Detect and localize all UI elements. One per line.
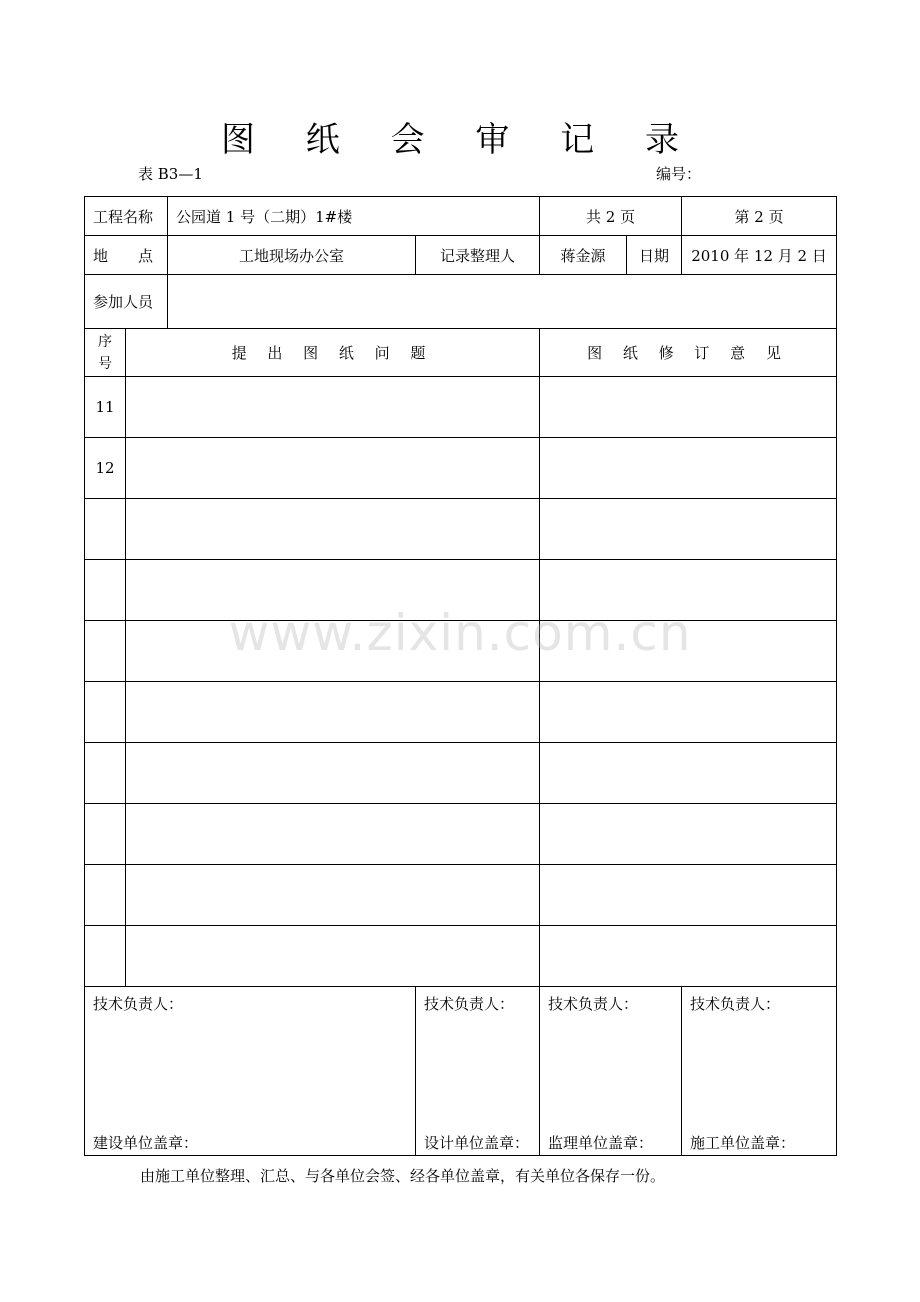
- header-row-attendees: [85, 275, 837, 329]
- table-row: [85, 804, 837, 865]
- page-number: 第 2 页: [682, 197, 837, 236]
- row-issue: [126, 621, 540, 682]
- table-row: [85, 743, 837, 804]
- header-row-location: [85, 236, 837, 275]
- row-issue: [126, 438, 540, 499]
- row-issue: [126, 499, 540, 560]
- tech-lead-label: 技术负责人：: [93, 995, 184, 1013]
- signature-block-owner: [85, 987, 416, 1156]
- row-seq: 12: [85, 438, 126, 499]
- row-issue: [126, 682, 540, 743]
- location-value: 工地现场办公室: [168, 236, 416, 275]
- table-row: [85, 621, 837, 682]
- row-revision: [540, 560, 837, 621]
- row-issue: [126, 743, 540, 804]
- footer-note: 由施工单位整理、汇总、与各单位会签、经各单位盖章，有关单位各保存一份。: [140, 1167, 666, 1185]
- table-row: [85, 926, 837, 987]
- stamp-label: 监理单位盖章：: [548, 1134, 654, 1152]
- tech-lead-label: 技术负责人：: [548, 995, 639, 1013]
- recorder-label: 记录整理人: [416, 236, 540, 275]
- project-label: 工程名称: [85, 197, 168, 236]
- issues-column-header: 提 出 图 纸 问 题: [126, 329, 540, 377]
- table-row: [85, 377, 837, 438]
- recorder-name: 蒋金源: [540, 236, 627, 275]
- attendees-label: 参加人员: [85, 275, 168, 329]
- row-seq: [85, 743, 126, 804]
- table-row: [85, 560, 837, 621]
- row-seq: [85, 804, 126, 865]
- row-revision: [540, 621, 837, 682]
- tech-lead-label: 技术负责人：: [690, 995, 781, 1013]
- date-value: 2010 年 12 月 2 日: [682, 236, 837, 275]
- review-form-table: [84, 196, 837, 1156]
- row-seq: 11: [85, 377, 126, 438]
- row-seq: [85, 560, 126, 621]
- attendees-value: [168, 275, 837, 329]
- row-revision: [540, 926, 837, 987]
- row-issue: [126, 560, 540, 621]
- row-seq: [85, 865, 126, 926]
- revisions-column-header: 图 纸 修 订 意 见: [540, 329, 837, 377]
- stamp-label: 建设单位盖章：: [93, 1134, 199, 1152]
- table-row: [85, 682, 837, 743]
- row-seq: [85, 499, 126, 560]
- row-seq: [85, 621, 126, 682]
- page-title: 图 纸 会 审 记 录: [220, 120, 700, 160]
- seq-column-header: 序号: [85, 329, 126, 377]
- header-row-project: [85, 197, 837, 236]
- project-name: 公园道 1 号（二期）1#楼: [168, 197, 540, 236]
- table-row: [85, 438, 837, 499]
- table-row: [85, 865, 837, 926]
- form-number: 表 B3—1: [138, 165, 203, 183]
- stamp-label: 设计单位盖章：: [424, 1134, 530, 1152]
- signature-block-contractor: [682, 987, 837, 1156]
- table-row: [85, 499, 837, 560]
- row-revision: [540, 499, 837, 560]
- row-issue: [126, 377, 540, 438]
- location-label: 地 点: [85, 236, 168, 275]
- column-header-row: [85, 329, 837, 377]
- date-label: 日期: [627, 236, 682, 275]
- total-pages: 共 2 页: [540, 197, 682, 236]
- row-issue: [126, 804, 540, 865]
- row-seq: [85, 926, 126, 987]
- serial-number-label: 编号：: [656, 165, 702, 183]
- stamp-label: 施工单位盖章：: [690, 1134, 796, 1152]
- row-issue: [126, 926, 540, 987]
- row-issue: [126, 865, 540, 926]
- row-revision: [540, 682, 837, 743]
- signature-block-supervisor: [540, 987, 682, 1156]
- tech-lead-label: 技术负责人：: [424, 995, 515, 1013]
- row-revision: [540, 743, 837, 804]
- row-revision: [540, 865, 837, 926]
- row-seq: [85, 682, 126, 743]
- row-revision: [540, 438, 837, 499]
- signature-row: [85, 987, 837, 1156]
- watermark: www.zixin.com.cn: [228, 604, 692, 662]
- row-revision: [540, 377, 837, 438]
- row-revision: [540, 804, 837, 865]
- signature-block-designer: [416, 987, 540, 1156]
